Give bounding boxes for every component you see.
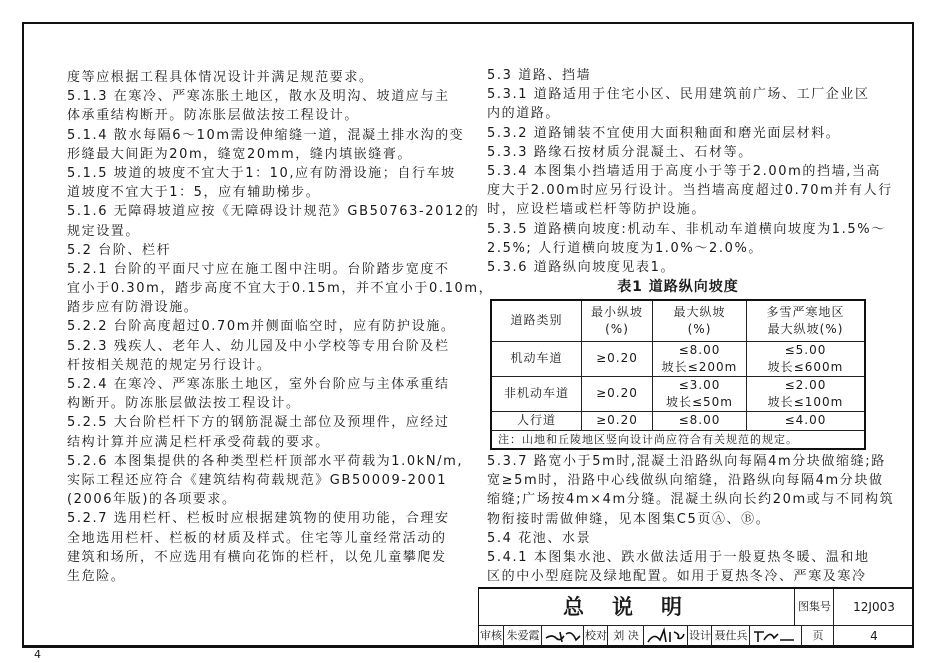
text-line: 5.1.4 散水每隔6～10m需设伸缩缝一道，混凝土排水沟的变 — [67, 127, 465, 143]
text-line: 5.1.5 坡道的坡度不宜大于1：10,应有防滑设施；自行车坡 — [67, 165, 456, 181]
text-line: 5.4.1 本图集水池、跌水做法适用于一般夏热冬暖、温和地 — [487, 549, 870, 565]
table-row — [491, 376, 865, 411]
text-line: 5.3.7 路宽小于5m时,混凝土沿路纵向每隔4m分块做缩缝;路 — [487, 454, 886, 469]
text-line: 度大于2.00m时应另行设计。当挡墙高度超过0.70m并有人行 — [487, 183, 893, 199]
checker-name: 刘 决 — [607, 626, 644, 646]
text-line: 5.2.6 本图集提供的各种类型栏杆顶部水平荷载为1.0kN/m, — [67, 453, 464, 469]
cell-snow — [747, 341, 866, 376]
page-number: 4 — [34, 648, 41, 661]
text-line: 形缝最大间距为20m，缝宽20mm，缝内填嵌缝膏。 — [67, 146, 413, 162]
text-line: (2006年版)的各项要求。 — [67, 492, 237, 508]
cell-text: ≤2.00 — [784, 377, 827, 392]
header-text: 多雪严寒地区 — [766, 304, 845, 319]
header-text: 最小纵坡 — [590, 304, 643, 319]
cell-text: 坡长≤200m — [661, 359, 738, 374]
check-label: 校对 — [583, 626, 608, 646]
text-line: 5.3.6 道路纵向坡度见表1。 — [487, 259, 676, 275]
table-caption: 表1 道路纵向坡度 — [617, 279, 739, 295]
text-line: 宜小于0.30m，踏步高度不宜大于0.15m，并不宜小于0.10m， — [67, 281, 494, 297]
signature-icon — [644, 626, 688, 646]
text-line: 内的道路。 — [487, 106, 561, 122]
cell-min: ≥0.20 — [582, 411, 653, 430]
review-label: 审核 — [480, 629, 502, 642]
text-line: 5.2.3 残疾人、老年人、幼儿园及中小学校等专用台阶及栏 — [67, 338, 450, 354]
designer-signature — [749, 626, 802, 646]
text-line: 区的中小型庭院及绿地配置。如用于夏热冬冷、严寒及寒冷 — [487, 569, 867, 585]
header-min-slope — [582, 300, 653, 341]
header-road-type: 道路类别 — [491, 300, 582, 341]
text-line: 5.4 花池、水景 — [487, 530, 592, 546]
text-line: 5.2.4 在寒冷、严寒冻胀土地区，室外台阶应与主体承重结 — [67, 377, 450, 392]
road-slope-table — [490, 299, 866, 450]
header-text: 最大纵坡 — [673, 304, 726, 319]
signature-icon — [542, 626, 584, 646]
header-unit: 最大纵坡(%) — [767, 321, 844, 336]
table-note-row — [491, 430, 865, 449]
atlas-number: 12J003 — [833, 589, 914, 625]
cell-snow — [747, 376, 866, 411]
page-number-cell: 4 — [833, 626, 914, 646]
signature-icon — [750, 626, 802, 646]
text-line: 5.3.3 路缘石按材质分混凝土、石材等。 — [487, 144, 753, 160]
drawing-title: 总说明 — [563, 595, 710, 619]
text-line: 杆按相关规范的规定另行设计。 — [67, 357, 272, 373]
text-line: 体承重结构断开。防冻胀层做法按工程设计。 — [67, 108, 360, 124]
atlas-number-label: 图集号 — [794, 589, 834, 625]
text-line: 规定设置。 — [67, 223, 141, 239]
cell-type: 非机动车道 — [491, 376, 582, 411]
text-line: 5.2 台阶、栏杆 — [67, 242, 172, 258]
text-line: 5.2.1 台阶的平面尺寸应在施工图中注明。台阶踏步宽度不 — [67, 261, 450, 277]
header-max-slope — [653, 300, 747, 341]
text-line: 结构计算并应满足栏杆承受荷载的要求。 — [67, 434, 330, 450]
text-line: 5.1.3 在寒冷、严寒冻胀土地区，散水及明沟、坡道应与主 — [67, 89, 450, 105]
cell-max — [653, 376, 747, 411]
text-line: 踏步应有防滑设施。 — [67, 300, 199, 316]
text-line: 度等应根据工程具体情况设计并满足规范要求。 — [67, 70, 374, 85]
text-line: 5.2.7 选用栏杆、栏板时应根据建筑物的使用功能，合理安 — [67, 511, 450, 527]
cell-text: 坡长≤600m — [767, 359, 844, 374]
title-block — [478, 587, 913, 647]
text-line: 构断开。防冻胀层做法按工程设计。 — [67, 396, 301, 412]
text-line: 建筑和场所，不应选用有横向花饰的栏杆，以免儿童攀爬发 — [67, 549, 447, 565]
header-unit: (%) — [605, 321, 629, 336]
cell-max: ≤8.00 — [653, 411, 747, 430]
cell-max — [653, 341, 747, 376]
left-text-column — [67, 68, 493, 586]
cell-text: 坡长≤100m — [767, 394, 844, 409]
right-text-column-bottom — [487, 452, 894, 586]
text-line: 生危险。 — [67, 568, 126, 584]
cell-text: ≤5.00 — [784, 342, 827, 357]
text-line: 5.2.5 大台阶栏杆下方的钢筋混凝土部位及预埋件，应经过 — [67, 415, 450, 431]
cell-type: 人行道 — [491, 411, 582, 430]
cell-min: ≥0.20 — [582, 376, 653, 411]
page-label: 页 — [801, 626, 834, 646]
table-note: 注：山地和丘陵地区竖向设计尚应符合有关规范的规定。 — [491, 430, 865, 449]
cell-text: ≤3.00 — [678, 377, 721, 392]
text-line: 实际工程还应符合《建筑结构荷载规范》GB50009-2001 — [67, 472, 448, 488]
text-line: 道坡度不宜大于1：5，应有辅助梯步。 — [67, 185, 321, 201]
text-line: 5.3.2 道路铺装不宜使用大面积釉面和磨光面层材料。 — [487, 125, 841, 141]
cell-type: 机动车道 — [491, 341, 582, 376]
reviewer-signature — [541, 626, 584, 646]
table-row — [491, 341, 865, 376]
table-header-row — [491, 300, 865, 341]
text-line: 5.2.2 台阶高度超过0.70m并侧面临空时，应有防护设施。 — [67, 319, 456, 335]
text-line: 物衔接时需做伸缝，见本图集C5页Ⓐ、Ⓑ。 — [487, 511, 771, 527]
designer-name: 聂仕兵 — [711, 626, 750, 646]
text-line: 全地选用栏杆、栏板的材质及样式。住宅等儿童经常活动的 — [67, 530, 447, 546]
text-line: 5.3 道路、挡墙 — [487, 68, 592, 83]
text-line: 缩缝;广场按4m×4m分缝。混凝土纵向长约20m或与不同构筑 — [487, 492, 895, 508]
header-unit: (%) — [687, 321, 712, 336]
table-row — [491, 411, 865, 430]
cell-snow: ≤4.00 — [747, 411, 866, 430]
text-line: 2.5%; 人行道横向坡度为1.0%～2.0%。 — [487, 240, 763, 256]
checker-signature — [643, 626, 688, 646]
text-line: 宽≥5m时，沿路中心线做纵向缩缝，沿路纵向每隔4m分块做 — [487, 473, 884, 489]
cell-text: ≤8.00 — [678, 342, 721, 357]
reviewer-name: 朱爱霞 — [503, 626, 542, 646]
cell-min: ≥0.20 — [582, 341, 653, 376]
right-text-column-top — [487, 66, 893, 277]
text-line: 5.3.4 本图集小挡墙适用于高度小于等于2.00m的挡墙,当高 — [487, 163, 882, 179]
text-line: 5.1.6 无障碍坡道应按《无障碍设计规范》GB50763-2012的 — [67, 204, 480, 220]
design-label: 设计 — [687, 626, 712, 646]
text-line: 5.3.5 道路横向坡度:机动车、非机动车道横向坡度为1.5%～ — [487, 221, 886, 237]
text-line: 5.3.1 道路适用于住宅小区、民用建筑前广场、工厂企业区 — [487, 87, 870, 103]
text-line: 时，应设栏墙或栏杆等防护设施。 — [487, 202, 707, 218]
cell-text: 坡长≤50m — [665, 394, 733, 409]
header-snow-max-slope — [747, 300, 866, 341]
